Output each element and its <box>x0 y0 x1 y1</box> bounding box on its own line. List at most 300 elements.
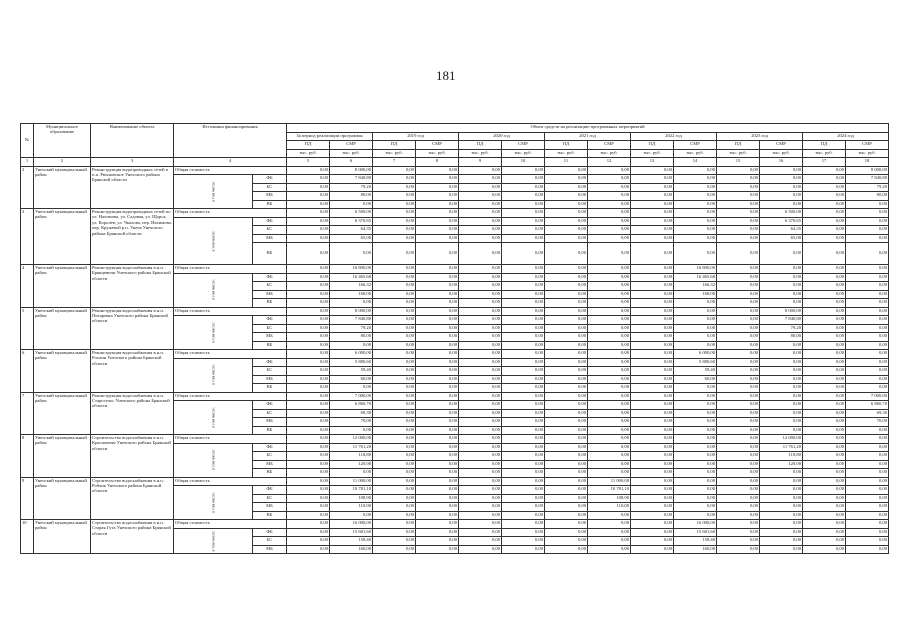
value-cell: 0,00 <box>287 307 330 316</box>
header-period: 2019 год <box>373 132 459 141</box>
source-code: МБ <box>253 333 287 342</box>
value-cell: 0,00 <box>545 166 588 175</box>
value-cell: 80,00 <box>760 333 803 342</box>
value-cell: 7 000,00 <box>846 392 889 401</box>
value-cell: 0,00 <box>416 282 459 291</box>
value-cell: 0,00 <box>846 209 889 218</box>
header-period: 2024 год <box>803 132 889 141</box>
value-cell: 0,00 <box>373 392 416 401</box>
value-cell: 0,00 <box>803 494 846 503</box>
value-cell: 0,00 <box>287 358 330 367</box>
municipality-cell: Унечский муниципальный район <box>34 520 91 554</box>
value-cell: 79,20 <box>760 324 803 333</box>
value-cell: 0,00 <box>330 511 373 520</box>
value-cell: 0,00 <box>502 290 545 299</box>
source-code: ВБ <box>253 469 287 478</box>
value-cell: 0,00 <box>545 290 588 299</box>
value-cell: 0,00 <box>846 234 889 243</box>
value-cell: 0,00 <box>674 333 717 342</box>
value-cell: 0,00 <box>631 528 674 537</box>
header-unit: тыс. руб. <box>631 149 674 158</box>
source-code: БС <box>253 409 287 418</box>
value-cell: 0,00 <box>631 460 674 469</box>
header-unit: тыс. руб. <box>416 149 459 158</box>
value-cell: 0,00 <box>459 290 502 299</box>
value-cell: 0,00 <box>459 265 502 274</box>
value-cell: 0,00 <box>545 426 588 435</box>
header-volume: Объем средств на реализацию программных мероприятий <box>287 124 889 133</box>
value-cell: 0,00 <box>631 307 674 316</box>
value-cell: 0,00 <box>373 511 416 520</box>
value-cell: 0,00 <box>502 545 545 554</box>
value-cell: 0,00 <box>545 324 588 333</box>
source-total-label: Общая стоимость <box>174 166 287 175</box>
value-cell: 0,00 <box>631 265 674 274</box>
source-code: ФБ <box>253 358 287 367</box>
value-cell: 0,00 <box>803 392 846 401</box>
value-cell: 5 880,60 <box>674 358 717 367</box>
value-cell: 0,00 <box>674 209 717 218</box>
incl-vertical-label: в том числе: <box>174 217 253 265</box>
value-cell: 0,00 <box>717 226 760 235</box>
header-column-number: 18 <box>846 158 889 167</box>
value-cell: 0,00 <box>588 324 631 333</box>
source-code: МБ <box>253 418 287 427</box>
source-code: БС <box>253 367 287 376</box>
source-code: БС <box>253 452 287 461</box>
source-code: МБ <box>253 290 287 299</box>
value-cell: 0,00 <box>846 350 889 359</box>
value-cell: 0,00 <box>588 435 631 444</box>
value-cell: 0,00 <box>803 341 846 350</box>
value-cell: 120,00 <box>330 460 373 469</box>
value-cell: 79,20 <box>846 183 889 192</box>
value-cell: 0,00 <box>760 469 803 478</box>
value-cell: 0,00 <box>287 175 330 184</box>
municipality-cell: Унечский муниципальный район <box>34 265 91 308</box>
value-cell: 0,00 <box>803 401 846 410</box>
value-cell: 0,00 <box>717 537 760 546</box>
value-cell: 0,00 <box>416 375 459 384</box>
value-cell: 0,00 <box>459 183 502 192</box>
value-cell: 0,00 <box>416 226 459 235</box>
value-cell: 0,00 <box>803 486 846 495</box>
header-unit: тыс. руб. <box>459 149 502 158</box>
value-cell: 0,00 <box>459 452 502 461</box>
value-cell: 0,00 <box>803 200 846 209</box>
value-cell: 65,00 <box>330 234 373 243</box>
object-name-cell: Реконструкция водоснабжения в н.п. Рохлин Унечского района Брянской области <box>91 350 174 393</box>
source-code: ВБ <box>253 511 287 520</box>
value-cell: 0,00 <box>416 528 459 537</box>
value-cell: 0,00 <box>674 324 717 333</box>
value-cell: 0,00 <box>287 183 330 192</box>
value-cell: 0,00 <box>502 486 545 495</box>
value-cell: 0,00 <box>846 528 889 537</box>
value-cell: 0,00 <box>545 486 588 495</box>
value-cell: 0,00 <box>502 528 545 537</box>
value-cell: 0,00 <box>588 341 631 350</box>
value-cell: 0,00 <box>674 426 717 435</box>
value-cell: 0,00 <box>631 358 674 367</box>
value-cell: 0,00 <box>416 494 459 503</box>
value-cell: 0,00 <box>717 384 760 393</box>
source-total-label: Общая стоимость <box>174 435 287 444</box>
value-cell: 0,00 <box>588 452 631 461</box>
value-cell: 0,00 <box>803 435 846 444</box>
value-cell: 0,00 <box>588 166 631 175</box>
value-cell: 0,00 <box>545 192 588 201</box>
header-smr: СМР <box>416 141 459 150</box>
municipality-cell: Унечский муниципальный район <box>34 477 91 520</box>
value-cell: 0,00 <box>502 192 545 201</box>
value-cell: 0,00 <box>287 528 330 537</box>
value-cell: 0,00 <box>459 460 502 469</box>
incl-vertical-label: в том числе: <box>174 486 253 520</box>
value-cell: 0,00 <box>502 226 545 235</box>
value-cell: 0,00 <box>674 401 717 410</box>
value-cell: 0,00 <box>760 426 803 435</box>
value-cell: 0,00 <box>717 545 760 554</box>
value-cell: 0,00 <box>717 401 760 410</box>
value-cell: 0,00 <box>287 426 330 435</box>
source-code: ФБ <box>253 273 287 282</box>
value-cell: 0,00 <box>760 418 803 427</box>
header-pd: ПД <box>545 141 588 150</box>
value-cell: 0,00 <box>803 358 846 367</box>
value-cell: 0,00 <box>287 324 330 333</box>
value-cell: 0,00 <box>588 282 631 291</box>
value-cell: 0,00 <box>459 392 502 401</box>
value-cell: 0,00 <box>373 350 416 359</box>
value-cell: 0,00 <box>717 367 760 376</box>
value-cell: 79,20 <box>330 324 373 333</box>
value-cell: 0,00 <box>717 265 760 274</box>
source-code: ВБ <box>253 200 287 209</box>
value-cell: 0,00 <box>330 243 373 265</box>
value-cell: 0,00 <box>287 209 330 218</box>
value-cell: 11 000,00 <box>588 477 631 486</box>
header-column-number: 6 <box>330 158 373 167</box>
value-cell: 0,00 <box>631 217 674 226</box>
value-cell: 0,00 <box>631 234 674 243</box>
row-number: 10 <box>21 520 34 554</box>
value-cell: 0,00 <box>631 545 674 554</box>
value-cell: 0,00 <box>502 307 545 316</box>
incl-vertical-label: в том числе: <box>174 175 253 209</box>
value-cell: 0,00 <box>803 290 846 299</box>
value-cell: 0,00 <box>674 299 717 308</box>
header-column-number: 2 <box>34 158 91 167</box>
value-cell: 0,00 <box>588 175 631 184</box>
value-cell: 0,00 <box>631 350 674 359</box>
value-cell: 0,00 <box>416 200 459 209</box>
value-cell: 70,00 <box>330 418 373 427</box>
header-unit: тыс. руб. <box>674 149 717 158</box>
value-cell: 0,00 <box>416 486 459 495</box>
value-cell: 0,00 <box>760 290 803 299</box>
value-cell: 0,00 <box>459 503 502 512</box>
incl-vertical-label: в том числе: <box>174 443 253 477</box>
value-cell: 0,00 <box>416 307 459 316</box>
value-cell: 0,00 <box>287 166 330 175</box>
municipality-cell: Унечский муниципальный район <box>34 307 91 350</box>
value-cell: 0,00 <box>846 426 889 435</box>
value-cell: 0,00 <box>373 452 416 461</box>
value-cell: 0,00 <box>416 333 459 342</box>
value-cell: 0,00 <box>846 477 889 486</box>
incl-vertical-label: в том числе: <box>174 273 253 307</box>
table-row <box>21 435 889 444</box>
value-cell: 0,00 <box>459 435 502 444</box>
value-cell: 15 681,60 <box>674 528 717 537</box>
value-cell: 158,40 <box>674 537 717 546</box>
value-cell: 0,00 <box>717 494 760 503</box>
value-cell: 0,00 <box>416 384 459 393</box>
value-cell: 16 000,00 <box>330 520 373 529</box>
value-cell: 0,00 <box>674 460 717 469</box>
value-cell: 0,00 <box>373 443 416 452</box>
source-code: БС <box>253 226 287 235</box>
value-cell: 69,30 <box>846 409 889 418</box>
value-cell: 0,00 <box>803 384 846 393</box>
value-cell: 60,00 <box>674 375 717 384</box>
value-cell: 0,00 <box>416 316 459 325</box>
value-cell: 0,00 <box>631 243 674 265</box>
value-cell: 0,00 <box>459 299 502 308</box>
header-pd: ПД <box>459 141 502 150</box>
value-cell: 0,00 <box>459 520 502 529</box>
value-cell: 0,00 <box>459 350 502 359</box>
value-cell: 0,00 <box>287 316 330 325</box>
value-cell: 0,00 <box>631 324 674 333</box>
header-column-number: 10 <box>502 158 545 167</box>
table-row <box>21 265 889 274</box>
value-cell: 0,00 <box>631 469 674 478</box>
header-source: Источники финансирования <box>174 124 287 158</box>
value-cell: 0,00 <box>545 299 588 308</box>
value-cell: 0,00 <box>803 282 846 291</box>
value-cell: 0,00 <box>803 234 846 243</box>
value-cell: 0,00 <box>717 452 760 461</box>
value-cell: 7 840,80 <box>760 316 803 325</box>
value-cell: 0,00 <box>287 234 330 243</box>
table-row <box>21 477 889 486</box>
value-cell: 0,00 <box>287 375 330 384</box>
value-cell: 0,00 <box>631 166 674 175</box>
value-cell: 0,00 <box>803 418 846 427</box>
value-cell: 11 761,20 <box>330 443 373 452</box>
value-cell: 0,00 <box>287 333 330 342</box>
value-cell: 0,00 <box>545 528 588 537</box>
source-code: БС <box>253 282 287 291</box>
value-cell: 0,00 <box>373 316 416 325</box>
value-cell: 0,00 <box>846 494 889 503</box>
value-cell: 0,00 <box>459 166 502 175</box>
value-cell: 0,00 <box>287 545 330 554</box>
value-cell: 0,00 <box>416 460 459 469</box>
source-code: МБ <box>253 503 287 512</box>
value-cell: 160,00 <box>674 545 717 554</box>
value-cell: 0,00 <box>846 341 889 350</box>
value-cell: 0,00 <box>373 469 416 478</box>
value-cell: 0,00 <box>373 183 416 192</box>
value-cell: 0,00 <box>287 418 330 427</box>
value-cell: 0,00 <box>459 341 502 350</box>
value-cell: 0,00 <box>631 341 674 350</box>
value-cell: 0,00 <box>846 545 889 554</box>
value-cell: 0,00 <box>416 192 459 201</box>
value-cell: 0,00 <box>459 324 502 333</box>
value-cell: 6 500,00 <box>330 209 373 218</box>
source-total-label: Общая стоимость <box>174 265 287 274</box>
value-cell: 0,00 <box>588 426 631 435</box>
value-cell: 0,00 <box>373 175 416 184</box>
value-cell: 0,00 <box>631 183 674 192</box>
value-cell: 0,00 <box>459 358 502 367</box>
value-cell: 0,00 <box>459 511 502 520</box>
value-cell: 0,00 <box>545 234 588 243</box>
value-cell: 0,00 <box>416 265 459 274</box>
header-unit: тыс. руб. <box>846 149 889 158</box>
header-unit: тыс. руб. <box>545 149 588 158</box>
value-cell: 0,00 <box>502 358 545 367</box>
value-cell: 0,00 <box>330 341 373 350</box>
value-cell: 0,00 <box>459 477 502 486</box>
source-total-label: Общая стоимость <box>174 477 287 486</box>
value-cell: 0,00 <box>674 192 717 201</box>
value-cell: 0,00 <box>760 200 803 209</box>
value-cell: 0,00 <box>588 358 631 367</box>
value-cell: 0,00 <box>373 477 416 486</box>
value-cell: 0,00 <box>760 341 803 350</box>
value-cell: 0,00 <box>502 477 545 486</box>
value-cell: 0,00 <box>416 537 459 546</box>
value-cell: 7 840,80 <box>330 175 373 184</box>
value-cell: 0,00 <box>803 183 846 192</box>
value-cell: 0,00 <box>416 452 459 461</box>
value-cell: 0,00 <box>545 341 588 350</box>
value-cell: 0,00 <box>588 290 631 299</box>
value-cell: 0,00 <box>459 226 502 235</box>
value-cell: 0,00 <box>588 392 631 401</box>
row-number: 8 <box>21 435 34 478</box>
value-cell: 0,00 <box>588 209 631 218</box>
header-pd: ПД <box>287 141 330 150</box>
header-unit: тыс. руб. <box>803 149 846 158</box>
header-period: За период реализации программы <box>287 132 373 141</box>
value-cell: 0,00 <box>545 307 588 316</box>
value-cell: 0,00 <box>588 316 631 325</box>
value-cell: 0,00 <box>803 477 846 486</box>
value-cell: 0,00 <box>373 243 416 265</box>
value-cell: 0,00 <box>373 226 416 235</box>
header-smr: СМР <box>588 141 631 150</box>
value-cell: 0,00 <box>631 290 674 299</box>
value-cell: 0,00 <box>459 537 502 546</box>
value-cell: 0,00 <box>674 384 717 393</box>
value-cell: 0,00 <box>803 166 846 175</box>
value-cell: 0,00 <box>846 452 889 461</box>
header-column-number: 9 <box>459 158 502 167</box>
value-cell: 0,00 <box>373 209 416 218</box>
value-cell: 0,00 <box>803 520 846 529</box>
value-cell: 0,00 <box>803 350 846 359</box>
value-cell: 80,00 <box>330 333 373 342</box>
value-cell: 120,00 <box>760 460 803 469</box>
value-cell: 0,00 <box>717 299 760 308</box>
value-cell: 0,00 <box>502 324 545 333</box>
value-cell: 0,00 <box>545 243 588 265</box>
value-cell: 0,00 <box>545 409 588 418</box>
value-cell: 0,00 <box>287 192 330 201</box>
value-cell: 0,00 <box>717 409 760 418</box>
value-cell: 0,00 <box>502 503 545 512</box>
value-cell: 6 500,00 <box>760 209 803 218</box>
value-cell: 0,00 <box>803 528 846 537</box>
value-cell: 0,00 <box>287 384 330 393</box>
value-cell: 6 860,70 <box>846 401 889 410</box>
value-cell: 0,00 <box>330 426 373 435</box>
source-code: ФБ <box>253 316 287 325</box>
value-cell: 0,00 <box>588 234 631 243</box>
value-cell: 0,00 <box>674 341 717 350</box>
value-cell: 0,00 <box>545 392 588 401</box>
source-code: ВБ <box>253 341 287 350</box>
value-cell: 0,00 <box>545 316 588 325</box>
value-cell: 0,00 <box>631 477 674 486</box>
source-code: БС <box>253 494 287 503</box>
value-cell: 0,00 <box>373 307 416 316</box>
source-code: ВБ <box>253 426 287 435</box>
value-cell: 0,00 <box>502 375 545 384</box>
value-cell: 8 000,00 <box>760 307 803 316</box>
source-code: БС <box>253 183 287 192</box>
value-cell: 0,00 <box>416 234 459 243</box>
value-cell: 0,00 <box>502 494 545 503</box>
value-cell: 0,00 <box>846 384 889 393</box>
value-cell: 0,00 <box>373 486 416 495</box>
value-cell: 0,00 <box>545 209 588 218</box>
value-cell: 0,00 <box>717 418 760 427</box>
value-cell: 0,00 <box>373 409 416 418</box>
table-row <box>21 350 889 359</box>
value-cell: 0,00 <box>803 367 846 376</box>
value-cell: 0,00 <box>459 333 502 342</box>
value-cell: 0,00 <box>373 418 416 427</box>
value-cell: 0,00 <box>287 409 330 418</box>
value-cell: 0,00 <box>545 401 588 410</box>
object-name-cell: Реконструкция водоснабжения в н.п. Брянцевичи Унечского района Брянской области <box>91 265 174 308</box>
value-cell: 0,00 <box>373 358 416 367</box>
value-cell: 0,00 <box>760 299 803 308</box>
value-cell: 0,00 <box>287 511 330 520</box>
object-name-cell: Реконструкция водопроводных сетей в п.п. Рюхновское Унечского района Брянской области <box>91 166 174 209</box>
page-number: 181 <box>436 68 456 83</box>
value-cell: 0,00 <box>588 418 631 427</box>
value-cell: 7 840,80 <box>330 316 373 325</box>
value-cell: 0,00 <box>373 200 416 209</box>
source-total-label: Общая стоимость <box>174 350 287 359</box>
value-cell: 0,00 <box>545 200 588 209</box>
value-cell: 0,00 <box>416 358 459 367</box>
value-cell: 0,00 <box>373 333 416 342</box>
value-cell: 0,00 <box>416 409 459 418</box>
value-cell: 0,00 <box>416 435 459 444</box>
value-cell: 166,32 <box>674 282 717 291</box>
source-code: МБ <box>253 234 287 243</box>
value-cell: 0,00 <box>287 341 330 350</box>
